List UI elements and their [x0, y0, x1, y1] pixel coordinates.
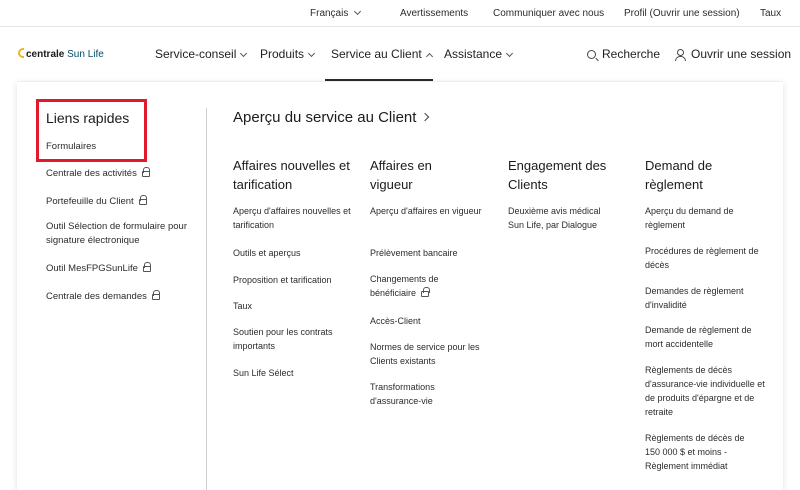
language-selector[interactable]: [310, 8, 360, 19]
chevron-down-icon: [354, 8, 361, 15]
menu-link[interactable]: Taux: [233, 301, 253, 311]
chevron-up-icon: [426, 53, 433, 60]
menu-link[interactable]: Demandes de règlement d'invalidité: [645, 286, 744, 310]
nav-item-produits[interactable]: [260, 47, 314, 61]
column-title: Demand de règlement: [645, 158, 713, 192]
logo[interactable]: [18, 48, 104, 60]
sunlife-logo-icon: [18, 48, 24, 58]
lock-icon: [139, 199, 147, 205]
quick-links-title: Liens rapides: [46, 110, 130, 126]
column-title: Affaires nouvelles et tarification: [233, 158, 350, 192]
nav-item-service-au-client[interactable]: [331, 47, 432, 61]
menu-link[interactable]: Sun Life Sélect: [233, 368, 294, 378]
user-icon: [675, 49, 685, 59]
chevron-down-icon: [240, 50, 247, 57]
overview-label: Aperçu du service au Client: [233, 109, 417, 126]
menu-link[interactable]: Soutien pour les contrats importants: [233, 327, 333, 351]
quick-link-label: Centrale des activités: [46, 168, 137, 179]
quick-link-formulaires[interactable]: [46, 140, 196, 154]
nav-item-label: Assistance: [444, 47, 503, 61]
nav-item-label: Produits: [260, 47, 305, 61]
quick-link-centrale-demandes[interactable]: [46, 290, 196, 304]
menu-link[interactable]: Accès-Client: [370, 316, 421, 326]
quick-link-mesfpgsunlife[interactable]: [46, 262, 196, 276]
quick-link-label: Portefeuille du Client: [46, 196, 134, 207]
quick-link-centrale-activites[interactable]: [46, 167, 196, 181]
logo-brand: centrale: [26, 49, 65, 60]
menu-link[interactable]: Aperçu d'affaires en vigueur: [370, 206, 482, 216]
profile-link[interactable]: Profil (Ouvrir une session): [624, 8, 740, 19]
nav-item-service-conseil[interactable]: [155, 47, 246, 61]
menu-link[interactable]: Aperçu d'affaires nouvelles et tarification: [233, 206, 351, 230]
lock-icon: [142, 171, 150, 177]
login-button[interactable]: [675, 47, 791, 61]
column-title: Affaires en vigueur: [370, 158, 432, 192]
rates-link[interactable]: Taux: [760, 8, 782, 19]
lock-icon: [143, 266, 151, 272]
menu-link-changements-beneficiaire[interactable]: [370, 272, 450, 300]
mega-menu-service-au-client: [17, 81, 783, 490]
menu-link[interactable]: Outils et aperçus: [233, 248, 301, 258]
quick-link-label: Outil MesFPGSunLife: [46, 263, 138, 274]
menu-link[interactable]: Deuxième avis médical Sun Life, par Dialogue: [508, 206, 601, 230]
login-label: Ouvrir une session: [691, 47, 792, 61]
menu-link[interactable]: Prélèvement bancaire: [370, 248, 458, 258]
search-label: Recherche: [602, 47, 661, 61]
logo-brand-sunlife: Sun Life: [67, 49, 104, 60]
menu-link[interactable]: Demande de règlement de mort accidentelle: [645, 325, 752, 349]
lock-icon: [152, 294, 160, 300]
search-icon: [587, 50, 596, 59]
chevron-down-icon: [506, 50, 513, 57]
menu-link[interactable]: Procédures de règlement de décès: [645, 246, 759, 270]
lock-icon: [421, 291, 429, 297]
search-button[interactable]: [587, 47, 660, 61]
menu-link[interactable]: Normes de service pour les Clients existants: [370, 342, 480, 366]
language-label: Français: [310, 8, 349, 19]
menu-link[interactable]: Aperçu du demand de règlement: [645, 206, 734, 230]
nav-item-label: Service au Client: [331, 47, 422, 61]
utility-bar: [0, 0, 800, 27]
vertical-divider: [206, 108, 207, 490]
chevron-down-icon: [308, 50, 315, 57]
menu-link[interactable]: Transformations d'assurance-vie: [370, 382, 435, 406]
main-nav: [0, 28, 800, 81]
warnings-link[interactable]: Avertissements: [400, 8, 469, 19]
quick-links-panel: [17, 82, 207, 490]
overview-link[interactable]: [233, 109, 428, 126]
quick-link-selection-formulaire[interactable]: [46, 220, 196, 248]
chevron-right-icon: [421, 113, 429, 121]
menu-link[interactable]: Règlements de décès de 150 000 $ et moins - Règlement immédiat: [645, 433, 745, 471]
menu-link-label: Changements de bénéficiaire: [370, 274, 439, 298]
menu-link[interactable]: Règlements de décès d'assurance-vie individuelle et de produits d'épargne et de retraite: [645, 365, 765, 417]
nav-item-assistance[interactable]: [444, 47, 512, 61]
quick-link-label: Centrale des demandes: [46, 291, 147, 302]
column-title: Engagement des Clients: [508, 158, 607, 192]
nav-item-label: Service-conseil: [155, 47, 237, 61]
quick-link-label: Formulaires: [46, 141, 97, 152]
menu-link[interactable]: Proposition et tarification: [233, 275, 332, 285]
quick-link-portefeuille-client[interactable]: [46, 195, 196, 209]
quick-link-label: Outil Sélection de formulaire pour signature électronique: [46, 221, 187, 246]
contact-link[interactable]: Communiquer avec nous: [493, 8, 605, 19]
